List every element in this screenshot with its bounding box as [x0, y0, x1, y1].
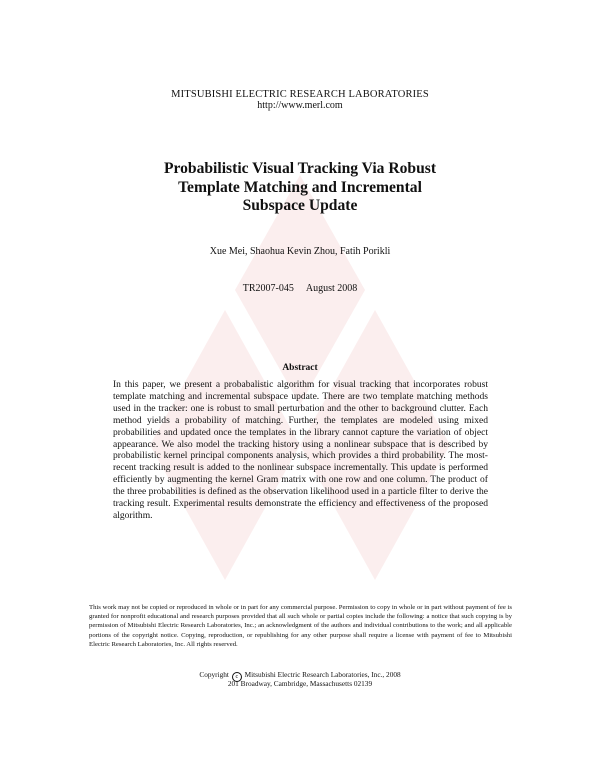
title-line: Template Matching and Incremental — [178, 178, 422, 196]
copyright-holder: Mitsubishi Electric Research Laboratories, Inc., 2008 — [244, 670, 401, 679]
abstract-heading: Abstract — [282, 363, 318, 373]
copyright-icon: c — [232, 672, 242, 682]
report-info — [0, 283, 600, 295]
footer-address: 201 Broadway, Cambridge, Massachusetts 02139 — [227, 679, 373, 688]
copyright-notice: This work may not be copied or reproduced in whole or in part for any commercial purpose. Permission to copy in whole or in part without payment of fee is granted for nonprofit educational and research purposes provided that all such whole or partial copies include the following: a notice that such copying is by permission of Mitsubishi Electric Research Laboratories, Inc.; an acknowledgment of the authors and individual contributions to the work; and all applicable portions of the copyright notice. Copying, reproduction, or republishing for any other purpose shall require a license with payment of fee to Mitsubishi Electric Research Laboratories, Inc. All rights reserved. — [89, 604, 512, 648]
organization-name: MITSUBISHI ELECTRIC RESEARCH LABORATORIES — [171, 89, 429, 100]
report-date: August 2008 — [305, 283, 358, 294]
organization-url[interactable]: http://www.merl.com — [257, 100, 343, 111]
report-number: TR2007-045 — [242, 283, 294, 294]
abstract-body: In this paper, we present a probabalistic algorithm for visual tracking that incorporates robust template matching and incremental subspace update. There are two template matching methods used in the tracker: one is robust to small perturbation and the other to background clutter. Each method yields a probability of matching. Further, the templates are modeled using mixed probabilities and updated once the templates in the library cannot capture the variation of object appearance. We also model the tracking history using a nonlinear subspace that is described by probabilistic kernel principal components analysis, which provides a third probability. The most-recent tracking result is added to the nonlinear subspace incrementally. This update is performed efficiently by augmenting the kernel Gram matrix with one row and one column. The product of the three probabilities is defined as the observation likelihood used in a particle filter to derive the tracking result. Experimental results demonstrate the efficiency and effectiveness of the proposed algorithm. — [113, 379, 488, 521]
paper-title — [0, 160, 600, 216]
title-line: Probabilistic Visual Tracking Via Robust — [163, 160, 437, 177]
title-line: Subspace Update — [242, 197, 358, 214]
paper-authors: Xue Mei, Shaohua Kevin Zhou, Fatih Porikli — [209, 246, 391, 257]
copyright-prefix: Copyright — [199, 670, 229, 679]
